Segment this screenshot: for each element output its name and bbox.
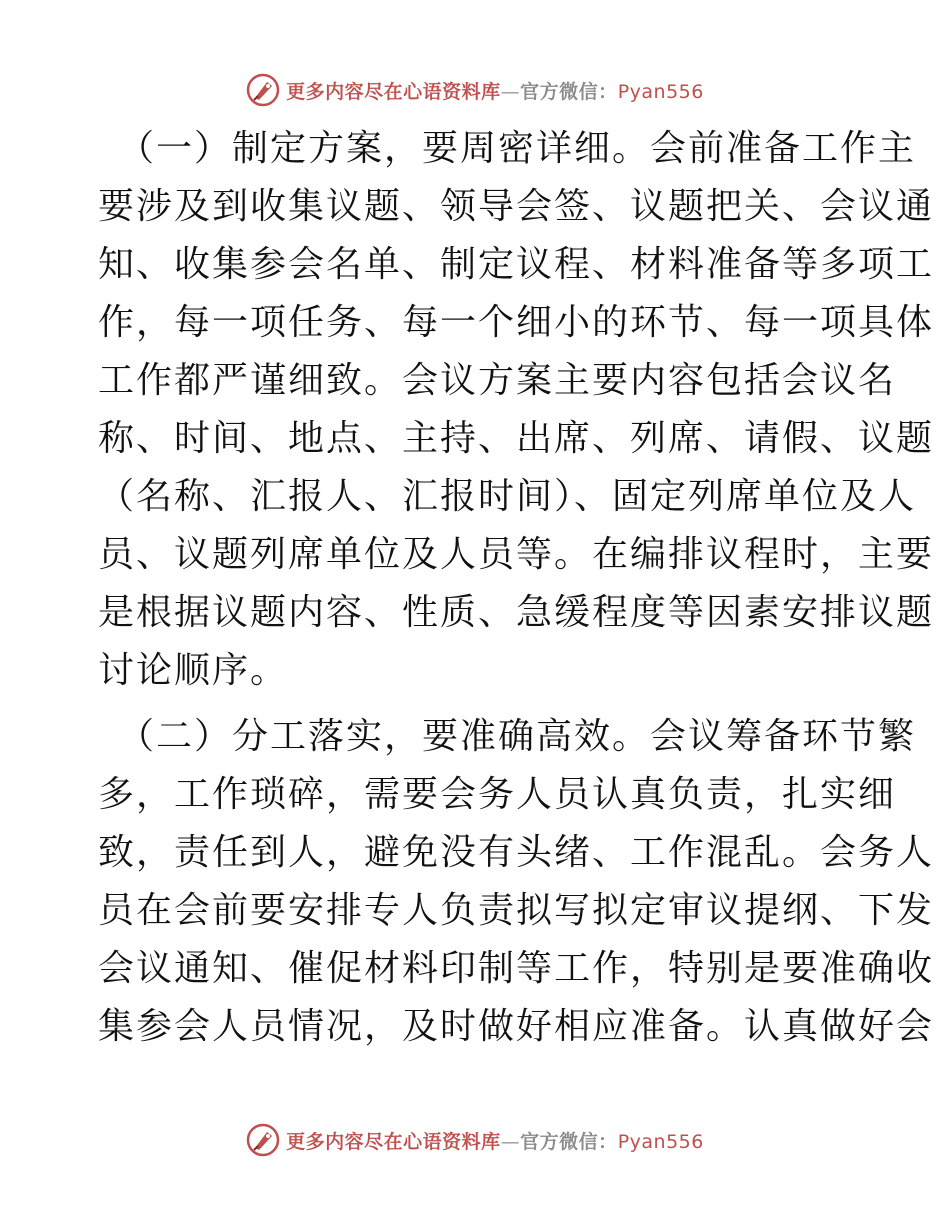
pen-nib-logo-icon <box>246 73 280 107</box>
text-line: 作，每一项任务、每一个细小的环节、每一项具体 <box>98 302 935 343</box>
text-line: 集参会人员情况，及时做好相应准备。认真做好会 <box>98 1006 935 1047</box>
text-line: 知、收集参会名单、制定议程、材料准备等多项工 <box>98 244 935 285</box>
pen-nib-logo-icon <box>246 1123 280 1157</box>
watermark-separator: — <box>500 80 521 103</box>
watermark-official-label: 官方微信： <box>520 80 618 103</box>
text-line: （一）制定方案，要周密详细。会前准备工作主 <box>118 128 917 169</box>
text-line: 称、时间、地点、主持、出席、列席、请假、议题 <box>98 418 935 459</box>
paragraph-gap <box>98 700 858 708</box>
header-watermark <box>0 70 950 110</box>
watermark-brand: 更多内容尽在心语资料库 <box>286 1130 501 1153</box>
watermark-official-label: 官方微信： <box>520 1130 618 1153</box>
text-line: 要涉及到收集议题、领导会签、议题把关、会议通 <box>98 186 935 227</box>
document-body <box>98 120 935 1056</box>
watermark-text <box>286 77 704 104</box>
text-line: 员、议题列席单位及人员等。在编排议程时，主要 <box>98 534 935 575</box>
text-line: （二）分工落实，要准确高效。会议筹备环节繁 <box>118 716 917 757</box>
watermark-text <box>286 1127 704 1154</box>
watermark-brand: 更多内容尽在心语资料库 <box>286 80 501 103</box>
watermark-wechat-id: Pyan556 <box>617 80 704 103</box>
text-line: 讨论顺序。 <box>98 650 289 691</box>
watermark-separator: — <box>500 1130 521 1153</box>
text-line: 多，工作琐碎，需要会务人员认真负责，扎实细 <box>98 774 897 815</box>
watermark-wechat-id: Pyan556 <box>617 1130 704 1153</box>
text-line: 员在会前要安排专人负责拟写拟定审议提纲、下发 <box>98 890 935 931</box>
paragraph-1 <box>98 120 935 700</box>
text-line: 是根据议题内容、性质、急缓程度等因素安排议题 <box>98 592 935 633</box>
text-line: 致，责任到人，避免没有头绪、工作混乱。会务人 <box>98 832 935 873</box>
text-line: 工作都严谨细致。会议方案主要内容包括会议名 <box>98 360 897 401</box>
paragraph-2 <box>98 708 935 1056</box>
text-line: （名称、汇报人、汇报时间）、固定列席单位及人 <box>98 476 917 517</box>
footer-watermark <box>0 1120 950 1160</box>
text-line: 会议通知、催促材料印制等工作，特别是要准确收 <box>98 948 935 989</box>
